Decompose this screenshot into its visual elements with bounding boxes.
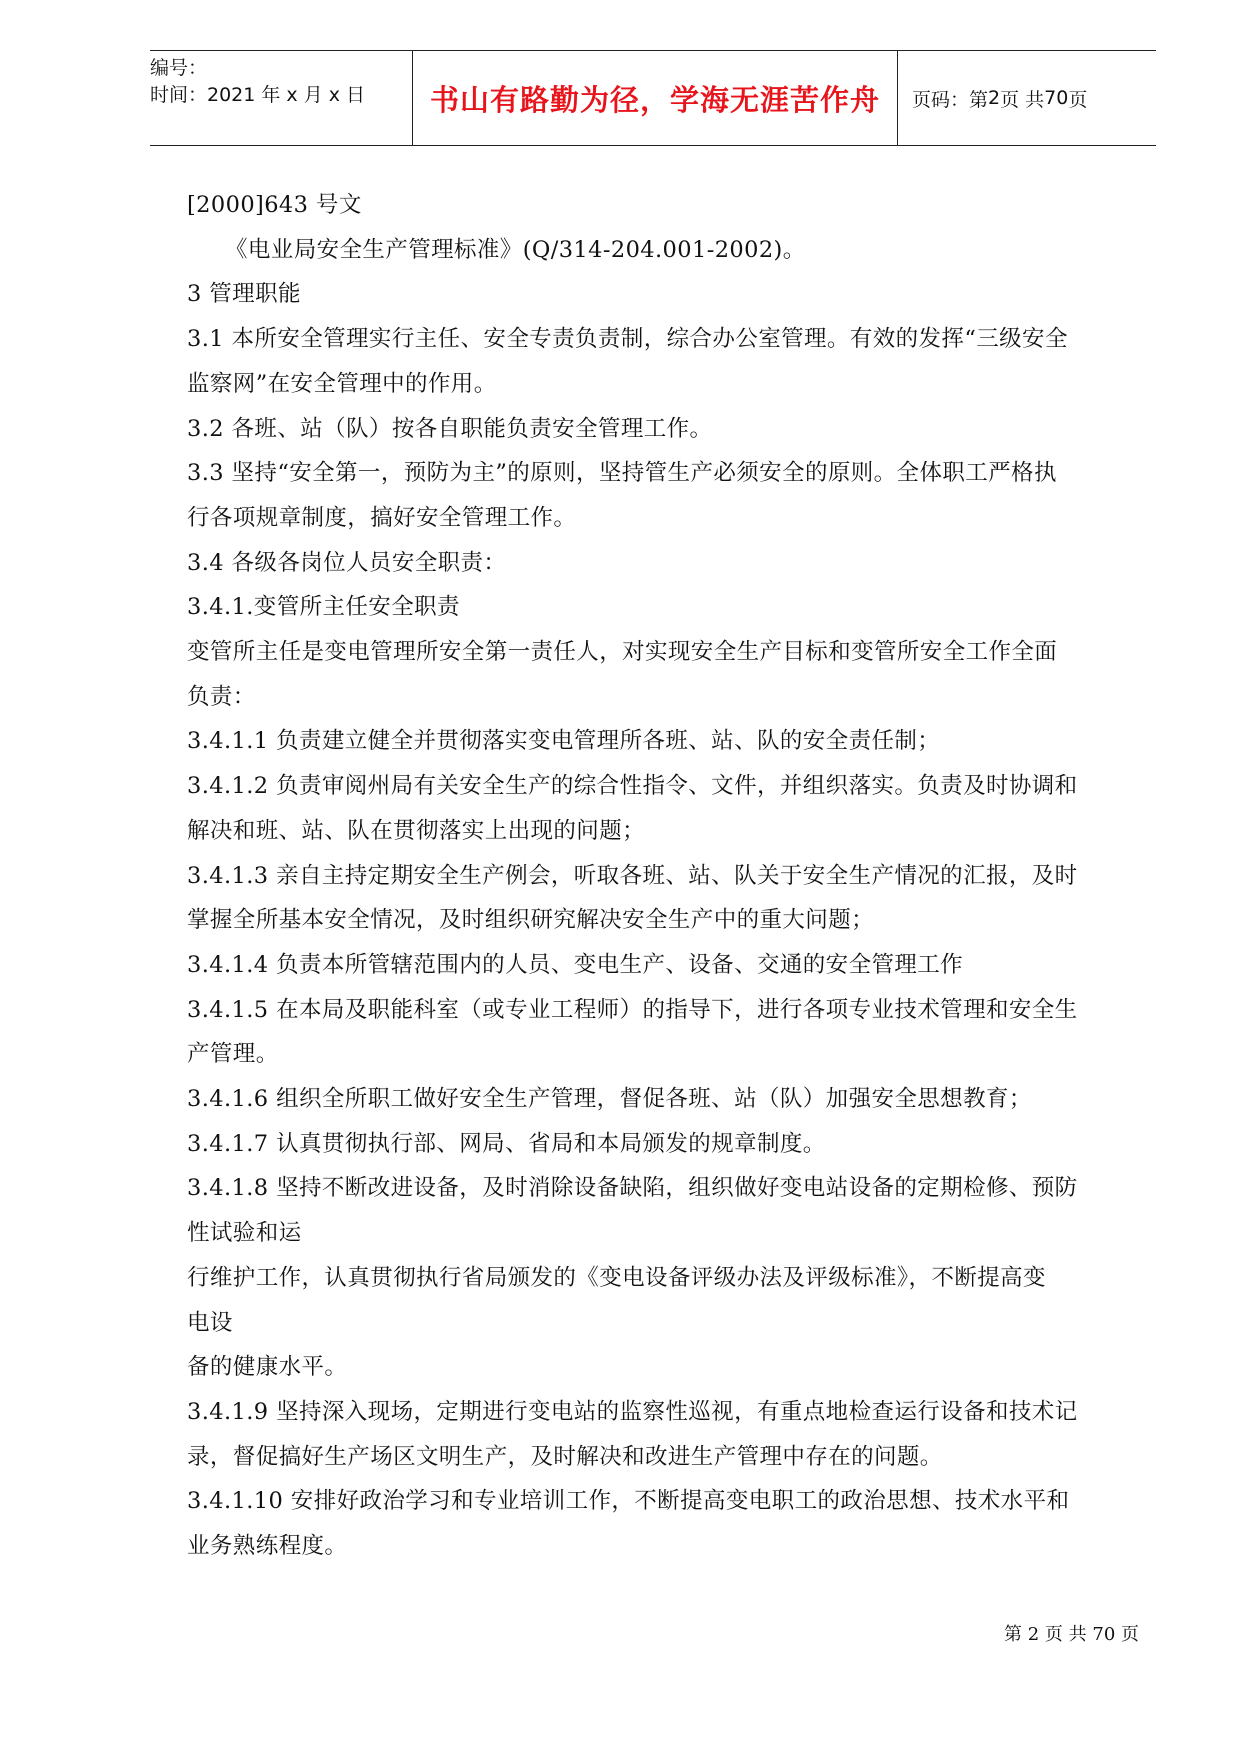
page-header <box>150 50 1156 146</box>
body-line: 性试验和运 <box>187 1220 302 1247</box>
header-meta <box>150 51 412 145</box>
page-label-prefix: 页码：第 <box>912 88 989 111</box>
body-line: 3.4.1.10 安排好政治学习和专业培训工作，不断提高变电职工的政治思想、技术水平和 <box>187 1488 1070 1515</box>
header-page-indicator <box>898 51 1156 145</box>
page-current: 2 <box>988 87 1001 109</box>
body-line: 监察网”在安全管理中的作用。 <box>187 370 497 397</box>
subsection-heading: 3.4.1.变管所主任安全职责 <box>187 594 460 621</box>
body-line: 变管所主任是变电管理所安全第一责任人，对实现安全生产目标和变管所安全工作全面 <box>187 639 1058 666</box>
page-label-suffix: 页 <box>1068 88 1088 111</box>
body-line: 产管理。 <box>187 1041 279 1068</box>
page-footer: 第 2 页 共 70 页 <box>1004 1624 1139 1645</box>
body-line: 掌握全所基本安全情况，及时组织研究解决安全生产中的重大问题； <box>187 907 875 934</box>
body-line: 录，督促搞好生产场区文明生产，及时解决和改进生产管理中存在的问题。 <box>187 1443 943 1470</box>
body-line: [2000]643 号文 <box>187 192 362 218</box>
body-line: 解决和班、站、队在贯彻落实上出现的问题； <box>187 817 646 844</box>
document-number-label: 编号： <box>150 57 208 79</box>
body-line: 3.4 各级各岗位人员安全职责： <box>187 549 507 576</box>
header-motto: 书山有路勤为径，学海无涯苦作舟 <box>412 51 898 145</box>
body-line: 备的健康水平。 <box>187 1354 348 1381</box>
body-line: 3.4.1.7 认真贯彻执行部、网局、省局和本局颁发的规章制度。 <box>187 1130 826 1157</box>
body-line: 3.4.1.9 坚持深入现场，定期进行变电站的监察性巡视，有重点地检查运行设备和技术记 <box>187 1398 1078 1425</box>
body-line: 3.4.1.5 在本局及职能科室（或专业工程师）的指导下，进行各项专业技术管理和安全生 <box>187 996 1078 1023</box>
page-total: 70 <box>1044 87 1069 109</box>
body-line: 3.2 各班、站（队）按各自职能负责安全管理工作。 <box>187 415 713 442</box>
page-label-mid: 页 共 <box>1000 88 1045 111</box>
body-line: 3.4.1.2 负责审阅州局有关安全生产的综合性指令、文件，并组织落实。负责及时协调和 <box>187 773 1078 800</box>
body-line: 3.4.1.3 亲自主持定期安全生产例会，听取各班、站、队关于安全生产情况的汇报，及时 <box>187 862 1078 889</box>
body-line: 《电业局安全生产管理标准》(Q/314-204.001-2002)。 <box>225 236 806 263</box>
document-time: 时间：2021 年 x 月 x 日 <box>150 84 366 106</box>
body-line: 3.4.1.8 坚持不断改进设备，及时消除设备缺陷，组织做好变电站设备的定期检修、预防 <box>187 1175 1078 1202</box>
body-line: 负责： <box>187 683 256 710</box>
body-line: 3.4.1.4 负责本所管辖范围内的人员、变电生产、设备、交通的安全管理工作 <box>187 951 964 978</box>
body-line: 行维护工作，认真贯彻执行省局颁发的《变电设备评级办法及评级标准》，不断提高变 <box>187 1264 1046 1291</box>
document-body <box>187 183 1147 1569</box>
body-line: 3.1 本所安全管理实行主任、安全专责负责制，综合办公室管理。有效的发挥“三级安全 <box>187 326 1068 353</box>
body-line: 行各项规章制度，搞好安全管理工作。 <box>187 504 577 531</box>
section-heading: 3 管理职能 <box>187 281 301 308</box>
body-line: 3.4.1.6 组织全所职工做好安全生产管理，督促各班、站（队）加强安全思想教育； <box>187 1086 1032 1113</box>
body-line: 3.3 坚持“安全第一，预防为主”的原则，坚持管生产必须安全的原则。全体职工严格执 <box>187 460 1057 487</box>
body-line: 3.4.1.1 负责建立健全并贯彻落实变电管理所各班、站、队的安全责任制； <box>187 728 941 755</box>
body-line: 电设 <box>187 1309 233 1336</box>
body-line: 业务熟练程度。 <box>187 1533 348 1560</box>
